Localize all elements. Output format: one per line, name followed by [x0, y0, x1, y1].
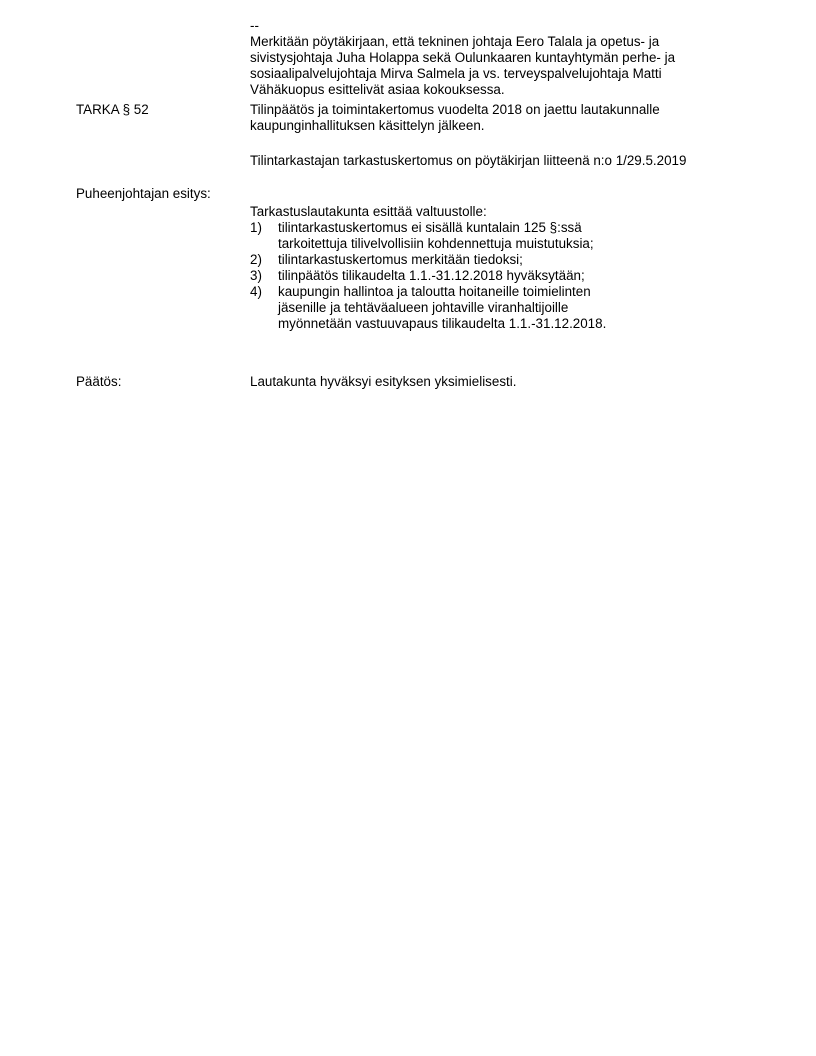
list-item-text: kaupungin hallintoa ja taloutta hoitaneille toimielinten [278, 284, 591, 299]
list-item-number: 2) [250, 252, 262, 267]
tarka-block [250, 102, 750, 134]
list-item-text: jäsenille ja tehtäväalueen johtaville viranhaltijoille [278, 300, 569, 315]
proposal-list [250, 220, 750, 332]
list-item-text: tilintarkastuskertomus merkitään tiedoksi; [278, 252, 523, 267]
intro-block [250, 18, 750, 98]
list-item [250, 284, 750, 332]
list-item-text: tarkoitettuja tilivelvollisiin kohdennettuja muistutuksia; [278, 236, 594, 251]
decision-text: Lautakunta hyväksyi esityksen yksimielisesti. [250, 374, 517, 389]
section-label-proposal: Puheenjohtajan esitys: [76, 186, 211, 201]
list-item-text: tilintarkastuskertomus ei sisällä kuntalain 125 §:ssä [278, 220, 582, 235]
section-label-decision: Päätös: [76, 374, 122, 389]
intro-line: Merkitään pöytäkirjaan, että tekninen johtaja Eero Talala ja opetus- ja [250, 34, 660, 49]
decision-block [250, 374, 750, 390]
tarka-line: Tilinpäätös ja toimintakertomus vuodelta 2018 on jaettu lautakunnalle [250, 102, 660, 117]
list-item [250, 268, 750, 284]
list-item [250, 252, 750, 268]
intro-line: sosiaalipalvelujohtaja Mirva Salmela ja vs. terveyspalvelujohtaja Matti [250, 66, 662, 81]
tarka-line: kaupunginhallituksen käsittelyn jälkeen. [250, 118, 485, 133]
list-item-number: 3) [250, 268, 262, 283]
list-item-number: 4) [250, 284, 262, 299]
proposal-block [250, 204, 750, 332]
list-item-text: tilinpäätös tilikaudelta 1.1.-31.12.2018 hyväksytään; [278, 268, 585, 283]
list-item-text: myönnetään vastuuvapaus tilikaudelta 1.1.-31.12.2018. [278, 316, 607, 331]
intro-line: sivistysjohtaja Juha Holappa sekä Oulunkaaren kuntayhtymän perhe- ja [250, 50, 676, 65]
attachment-note [250, 153, 750, 169]
attachment-text: Tilintarkastajan tarkastuskertomus on pöytäkirjan liitteenä n:o 1/29.5.2019 [250, 153, 687, 168]
separator-text: -- [250, 18, 259, 33]
list-item-number: 1) [250, 220, 262, 235]
list-item [250, 220, 750, 252]
intro-line: Vähäkuopus esittelivät asiaa kokouksessa. [250, 82, 505, 97]
proposal-intro: Tarkastuslautakunta esittää valtuustolle: [250, 204, 487, 219]
section-label-tarka: TARKA § 52 [76, 102, 149, 117]
